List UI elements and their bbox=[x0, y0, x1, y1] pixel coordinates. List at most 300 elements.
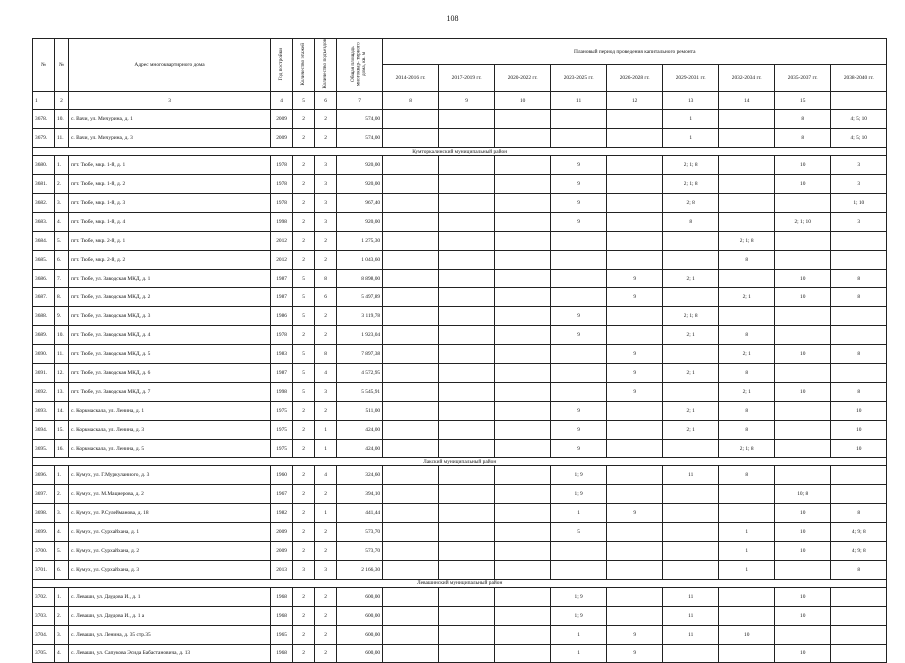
row-period-cell: 2; 1; 10 bbox=[775, 212, 831, 231]
table-row bbox=[33, 175, 893, 194]
row-period-cell: 2; 1 bbox=[719, 382, 775, 401]
table-row bbox=[33, 523, 893, 542]
row-index: 6. bbox=[55, 250, 69, 269]
row-year: 1968 bbox=[271, 644, 293, 663]
row-period-cell bbox=[439, 587, 495, 606]
row-period-cell bbox=[439, 250, 495, 269]
row-period-cell: 10; 8 bbox=[775, 485, 831, 504]
row-period-cell: 1 bbox=[719, 542, 775, 561]
row-index: 8. bbox=[55, 288, 69, 307]
row-index: 3. bbox=[55, 625, 69, 644]
table-row bbox=[33, 382, 893, 401]
header-period: 2035-2037 гг. bbox=[775, 65, 831, 91]
row-period-cell bbox=[383, 644, 439, 663]
row-address: с. Коркмаскала, ул. Ленина, д. 3 bbox=[69, 420, 271, 439]
row-address: с. Кумух, ул. М.Мациерова, д. 2 bbox=[69, 485, 271, 504]
row-year: 1965 bbox=[271, 625, 293, 644]
row-period-cell: 2; 1; 8 bbox=[663, 307, 719, 326]
row-period-cell: 9 bbox=[551, 401, 607, 420]
row-number: 3691. bbox=[33, 364, 55, 383]
row-period-cell: 4; 9; 8 bbox=[831, 542, 887, 561]
row-period-cell bbox=[551, 110, 607, 129]
row-index: 5. bbox=[55, 542, 69, 561]
row-period-cell: 9 bbox=[607, 382, 663, 401]
row-period-cell bbox=[607, 560, 663, 579]
row-period-cell: 8 bbox=[831, 504, 887, 523]
row-period-cell bbox=[719, 485, 775, 504]
row-number: 3692. bbox=[33, 382, 55, 401]
row-period-cell bbox=[607, 212, 663, 231]
row-entrances: 1 bbox=[315, 504, 337, 523]
row-index: 10. bbox=[55, 326, 69, 345]
row-period-cell: 10 bbox=[775, 156, 831, 175]
row-address: с. Леваши, ул. Даудова И., д. 1 bbox=[69, 587, 271, 606]
row-address: пгт. Тюбе, мкр. 2-й, д. 1 bbox=[69, 231, 271, 250]
table-row bbox=[33, 587, 893, 606]
row-period-cell bbox=[607, 307, 663, 326]
header-period: 2020-2022 гг. bbox=[495, 65, 551, 91]
row-floors: 2 bbox=[293, 504, 315, 523]
row-period-cell bbox=[439, 466, 495, 485]
row-period-cell bbox=[439, 156, 495, 175]
row-floors: 2 bbox=[293, 194, 315, 213]
row-period-cell bbox=[495, 212, 551, 231]
row-period-cell: 1 bbox=[719, 523, 775, 542]
row-number: 3703. bbox=[33, 606, 55, 625]
row-period-cell bbox=[607, 129, 663, 148]
row-period-cell: 10 bbox=[775, 504, 831, 523]
row-period-cell: 3 bbox=[831, 212, 887, 231]
table-row bbox=[33, 644, 893, 663]
row-address: с. Кумух, ул. Г.Муркуланиого, д. 3 bbox=[69, 466, 271, 485]
row-period-cell: 2; 1 bbox=[663, 269, 719, 288]
row-area: 573,70 bbox=[337, 542, 383, 561]
table-row bbox=[33, 212, 893, 231]
row-period-cell bbox=[775, 326, 831, 345]
row-period-cell bbox=[719, 212, 775, 231]
row-floors: 2 bbox=[293, 231, 315, 250]
row-index: 3. bbox=[55, 194, 69, 213]
row-floors: 2 bbox=[293, 326, 315, 345]
row-period-cell: 1 bbox=[719, 560, 775, 579]
row-period-cell: 10 bbox=[775, 644, 831, 663]
row-period-cell: 11 bbox=[663, 625, 719, 644]
row-period-cell: 2; 1 bbox=[719, 345, 775, 364]
row-floors: 5 bbox=[293, 288, 315, 307]
row-period-cell: 10 bbox=[775, 288, 831, 307]
row-period-cell: 10 bbox=[775, 523, 831, 542]
row-entrances: 3 bbox=[315, 194, 337, 213]
row-entrances: 2 bbox=[315, 606, 337, 625]
row-area: 7 897,38 bbox=[337, 345, 383, 364]
table-row bbox=[33, 345, 893, 364]
row-period-cell: 9 bbox=[551, 420, 607, 439]
row-period-cell bbox=[607, 523, 663, 542]
row-period-cell bbox=[383, 175, 439, 194]
row-year: 1982 bbox=[271, 504, 293, 523]
row-period-cell: 2; 1; 8 bbox=[663, 156, 719, 175]
row-address: с. Вачи, ул. Мичурина, д. 3 bbox=[69, 129, 271, 148]
row-index: 10. bbox=[55, 110, 69, 129]
row-period-cell bbox=[439, 504, 495, 523]
row-floors: 5 bbox=[293, 307, 315, 326]
row-period-cell bbox=[383, 523, 439, 542]
row-period-cell bbox=[607, 110, 663, 129]
row-period-cell bbox=[551, 345, 607, 364]
table-row bbox=[33, 250, 893, 269]
row-period-cell: 1 bbox=[551, 644, 607, 663]
row-period-cell bbox=[551, 560, 607, 579]
row-period-cell: 11 bbox=[663, 606, 719, 625]
row-year: 1975 bbox=[271, 420, 293, 439]
row-period-cell: 10 bbox=[775, 542, 831, 561]
header-entrances: Количество подъездов bbox=[315, 39, 337, 92]
row-year: 2009 bbox=[271, 129, 293, 148]
column-number: 15 bbox=[775, 91, 831, 110]
row-period-cell bbox=[719, 644, 775, 663]
row-address: с. Коркмаскала, ул. Ленина, д. 1 bbox=[69, 401, 271, 420]
column-number: 11 bbox=[551, 91, 607, 110]
row-period-cell bbox=[439, 439, 495, 458]
table-row bbox=[33, 439, 893, 458]
row-period-cell bbox=[495, 326, 551, 345]
row-year: 1978 bbox=[271, 326, 293, 345]
row-period-cell: 8 bbox=[719, 326, 775, 345]
row-period-cell bbox=[439, 364, 495, 383]
row-period-cell bbox=[383, 485, 439, 504]
column-number: 1 bbox=[33, 91, 55, 110]
row-number: 3696. bbox=[33, 466, 55, 485]
row-period-cell bbox=[439, 401, 495, 420]
table-row bbox=[33, 485, 893, 504]
row-period-cell: 8 bbox=[831, 382, 887, 401]
column-number: 7 bbox=[337, 91, 383, 110]
row-period-cell bbox=[383, 466, 439, 485]
row-period-cell bbox=[775, 466, 831, 485]
row-year: 1978 bbox=[271, 194, 293, 213]
row-entrances: 2 bbox=[315, 625, 337, 644]
row-period-cell: 9 bbox=[551, 175, 607, 194]
row-address: пгт. Тюбе, ул. Заводская МКД, д. 5 bbox=[69, 345, 271, 364]
row-period-cell: 10 bbox=[775, 269, 831, 288]
district-name: Левашинский муниципальный район bbox=[33, 579, 887, 587]
row-period-cell bbox=[663, 231, 719, 250]
row-index: 15. bbox=[55, 420, 69, 439]
row-period-cell bbox=[607, 485, 663, 504]
row-period-cell bbox=[831, 606, 887, 625]
row-number: 3682. bbox=[33, 194, 55, 213]
row-entrances: 8 bbox=[315, 269, 337, 288]
row-number: 3698. bbox=[33, 504, 55, 523]
row-period-cell bbox=[607, 250, 663, 269]
row-period-cell bbox=[663, 504, 719, 523]
row-floors: 2 bbox=[293, 542, 315, 561]
row-number: 3688. bbox=[33, 307, 55, 326]
row-entrances: 2 bbox=[315, 485, 337, 504]
header-area: Общая площадь многоквар- тирного дома, кв. м bbox=[337, 39, 383, 92]
row-period-cell bbox=[775, 364, 831, 383]
column-number: 12 bbox=[607, 91, 663, 110]
row-floors: 5 bbox=[293, 364, 315, 383]
row-period-cell: 1; 9 bbox=[551, 606, 607, 625]
row-entrances: 3 bbox=[315, 382, 337, 401]
row-period-cell bbox=[719, 175, 775, 194]
row-period-cell bbox=[495, 231, 551, 250]
row-period-cell: 10 bbox=[831, 401, 887, 420]
row-period-cell bbox=[719, 194, 775, 213]
row-number: 3689. bbox=[33, 326, 55, 345]
row-period-cell bbox=[495, 466, 551, 485]
row-period-cell bbox=[439, 345, 495, 364]
row-floors: 2 bbox=[293, 606, 315, 625]
row-number: 3684. bbox=[33, 231, 55, 250]
row-address: пгт. Тюбе, мкр. 2-й, д. 2 bbox=[69, 250, 271, 269]
table-row bbox=[33, 129, 893, 148]
row-period-cell bbox=[551, 231, 607, 250]
row-floors: 2 bbox=[293, 129, 315, 148]
row-period-cell bbox=[775, 401, 831, 420]
row-period-cell bbox=[495, 250, 551, 269]
row-number: 3700. bbox=[33, 542, 55, 561]
row-entrances: 2 bbox=[315, 250, 337, 269]
row-period-cell bbox=[719, 587, 775, 606]
row-period-cell bbox=[663, 485, 719, 504]
row-period-cell bbox=[551, 288, 607, 307]
row-floors: 2 bbox=[293, 175, 315, 194]
row-period-cell bbox=[495, 606, 551, 625]
row-period-cell bbox=[719, 156, 775, 175]
row-period-cell bbox=[439, 231, 495, 250]
row-period-cell: 2; 1; 8 bbox=[719, 231, 775, 250]
row-entrances: 1 bbox=[315, 439, 337, 458]
row-period-cell: 9 bbox=[607, 345, 663, 364]
row-period-cell: 2; 8 bbox=[663, 194, 719, 213]
row-period-cell bbox=[495, 587, 551, 606]
row-period-cell bbox=[383, 307, 439, 326]
column-number: 6 bbox=[315, 91, 337, 110]
row-year: 1967 bbox=[271, 485, 293, 504]
row-period-cell bbox=[495, 382, 551, 401]
row-period-cell bbox=[383, 345, 439, 364]
row-area: 424,00 bbox=[337, 439, 383, 458]
row-number: 3687. bbox=[33, 288, 55, 307]
row-floors: 2 bbox=[293, 587, 315, 606]
row-period-cell: 10 bbox=[775, 587, 831, 606]
row-period-cell bbox=[439, 269, 495, 288]
row-period-cell bbox=[383, 156, 439, 175]
page-number: 108 bbox=[446, 14, 459, 23]
row-floors: 2 bbox=[293, 401, 315, 420]
row-period-cell: 1; 9 bbox=[551, 587, 607, 606]
header-period: 2029-2031 гг. bbox=[663, 65, 719, 91]
row-period-cell bbox=[551, 250, 607, 269]
row-area: 920,00 bbox=[337, 156, 383, 175]
row-period-cell bbox=[551, 542, 607, 561]
row-period-cell bbox=[495, 439, 551, 458]
row-period-cell bbox=[775, 307, 831, 326]
row-period-cell bbox=[775, 194, 831, 213]
row-number: 3699. bbox=[33, 523, 55, 542]
row-period-cell bbox=[831, 364, 887, 383]
row-period-cell: 2; 1 bbox=[663, 401, 719, 420]
row-period-cell bbox=[663, 542, 719, 561]
row-address: с. Вачи, ул. Мичурина, д. 1 bbox=[69, 110, 271, 129]
column-number: 9 bbox=[439, 91, 495, 110]
row-area: 324,60 bbox=[337, 466, 383, 485]
row-area: 1 275,30 bbox=[337, 231, 383, 250]
row-period-cell bbox=[495, 364, 551, 383]
row-period-cell bbox=[439, 485, 495, 504]
row-period-cell bbox=[383, 364, 439, 383]
row-index: 1. bbox=[55, 587, 69, 606]
row-period-cell bbox=[439, 307, 495, 326]
row-period-cell bbox=[831, 625, 887, 644]
row-address: с. Кумух, ул. Сурхайхана, д. 3 bbox=[69, 560, 271, 579]
row-index: 9. bbox=[55, 307, 69, 326]
row-year: 1968 bbox=[271, 606, 293, 625]
column-number: 14 bbox=[719, 91, 775, 110]
row-year: 1998 bbox=[271, 212, 293, 231]
table-row bbox=[33, 560, 893, 579]
row-floors: 3 bbox=[293, 560, 315, 579]
row-period-cell bbox=[663, 250, 719, 269]
row-number: 3680. bbox=[33, 156, 55, 175]
row-period-cell bbox=[439, 194, 495, 213]
row-period-cell bbox=[495, 504, 551, 523]
row-index: 4. bbox=[55, 644, 69, 663]
row-entrances: 2 bbox=[315, 110, 337, 129]
row-period-cell bbox=[383, 269, 439, 288]
row-entrances: 2 bbox=[315, 587, 337, 606]
row-period-cell: 9 bbox=[607, 504, 663, 523]
row-address: пгт. Тюбе, ул. Заводская МКД, д. 2 bbox=[69, 288, 271, 307]
row-floors: 5 bbox=[293, 345, 315, 364]
row-period-cell bbox=[607, 194, 663, 213]
row-number: 3690. bbox=[33, 345, 55, 364]
row-period-cell: 8 bbox=[775, 129, 831, 148]
row-period-cell: 10 bbox=[719, 625, 775, 644]
row-year: 2012 bbox=[271, 231, 293, 250]
row-period-cell bbox=[495, 523, 551, 542]
table-row bbox=[33, 307, 893, 326]
row-period-cell bbox=[719, 307, 775, 326]
header-no2: № bbox=[55, 39, 69, 92]
row-period-cell bbox=[607, 606, 663, 625]
row-floors: 2 bbox=[293, 523, 315, 542]
row-period-cell bbox=[775, 560, 831, 579]
row-period-cell: 10 bbox=[775, 382, 831, 401]
row-period-cell: 1 bbox=[551, 625, 607, 644]
row-period-cell bbox=[495, 288, 551, 307]
row-period-cell bbox=[551, 129, 607, 148]
row-period-cell bbox=[663, 382, 719, 401]
row-floors: 2 bbox=[293, 156, 315, 175]
row-number: 3705. bbox=[33, 644, 55, 663]
row-period-cell bbox=[551, 364, 607, 383]
row-period-cell bbox=[495, 625, 551, 644]
row-index: 11. bbox=[55, 345, 69, 364]
row-period-cell: 2; 1; 8 bbox=[719, 439, 775, 458]
row-index: 4. bbox=[55, 212, 69, 231]
row-area: 600,00 bbox=[337, 587, 383, 606]
row-period-cell bbox=[383, 420, 439, 439]
row-period-cell bbox=[383, 194, 439, 213]
row-number: 3695. bbox=[33, 439, 55, 458]
header-period: 2038-2040 гг. bbox=[831, 65, 887, 91]
row-entrances: 2 bbox=[315, 401, 337, 420]
row-number: 3693. bbox=[33, 401, 55, 420]
header-period: 2014-2016 гг. bbox=[383, 65, 439, 91]
table-row bbox=[33, 364, 893, 383]
row-entrances: 2 bbox=[315, 231, 337, 250]
row-entrances: 2 bbox=[315, 307, 337, 326]
row-area: 920,00 bbox=[337, 212, 383, 231]
table-row bbox=[33, 326, 893, 345]
district-heading-row bbox=[33, 579, 893, 587]
row-index: 2. bbox=[55, 175, 69, 194]
row-period-cell bbox=[775, 250, 831, 269]
row-period-cell: 9 bbox=[607, 644, 663, 663]
row-year: 1978 bbox=[271, 175, 293, 194]
row-floors: 2 bbox=[293, 420, 315, 439]
table-row bbox=[33, 606, 893, 625]
row-number: 3704. bbox=[33, 625, 55, 644]
row-period-cell bbox=[607, 326, 663, 345]
row-period-cell bbox=[383, 504, 439, 523]
row-number: 3679. bbox=[33, 129, 55, 148]
row-period-cell bbox=[383, 606, 439, 625]
capital-repair-table bbox=[32, 38, 892, 663]
row-period-cell bbox=[607, 175, 663, 194]
table-row bbox=[33, 401, 893, 420]
row-entrances: 2 bbox=[315, 542, 337, 561]
row-period-cell: 10 bbox=[775, 345, 831, 364]
row-area: 5 545,91 bbox=[337, 382, 383, 401]
row-period-cell: 8 bbox=[775, 110, 831, 129]
row-period-cell bbox=[495, 175, 551, 194]
row-address: пгт. Тюбе, мкр. 1-й, д. 3 bbox=[69, 194, 271, 213]
row-period-cell bbox=[495, 420, 551, 439]
header-year: Год постройки bbox=[271, 39, 293, 92]
row-index: 7. bbox=[55, 269, 69, 288]
row-address: с. Кумух, ул. Сурхайхана, д. 2 bbox=[69, 542, 271, 561]
row-year: 1998 bbox=[271, 382, 293, 401]
row-floors: 2 bbox=[293, 485, 315, 504]
row-period-cell: 2; 1 bbox=[663, 326, 719, 345]
row-address: пгт. Тюбе, ул. Заводская МКД, д. 3 bbox=[69, 307, 271, 326]
row-period-cell bbox=[439, 606, 495, 625]
row-area: 920,00 bbox=[337, 175, 383, 194]
row-period-cell bbox=[439, 326, 495, 345]
row-year: 1975 bbox=[271, 401, 293, 420]
row-area: 8 898,00 bbox=[337, 269, 383, 288]
row-period-cell bbox=[831, 587, 887, 606]
row-period-cell: 11 bbox=[663, 466, 719, 485]
row-entrances: 2 bbox=[315, 326, 337, 345]
row-period-cell bbox=[439, 542, 495, 561]
district-name: Лакский муниципальный район bbox=[33, 458, 887, 466]
row-period-cell bbox=[775, 420, 831, 439]
row-period-cell: 9 bbox=[551, 307, 607, 326]
district-name: Кумторкалинский муниципальный район bbox=[33, 148, 887, 156]
row-period-cell: 9 bbox=[551, 326, 607, 345]
row-number: 3697. bbox=[33, 485, 55, 504]
row-year: 2013 bbox=[271, 560, 293, 579]
row-period-cell: 2; 1 bbox=[663, 364, 719, 383]
row-address: с. Леваши, ул. Ленина, д. 35 стр.35 bbox=[69, 625, 271, 644]
row-period-cell bbox=[383, 439, 439, 458]
row-index: 2. bbox=[55, 485, 69, 504]
